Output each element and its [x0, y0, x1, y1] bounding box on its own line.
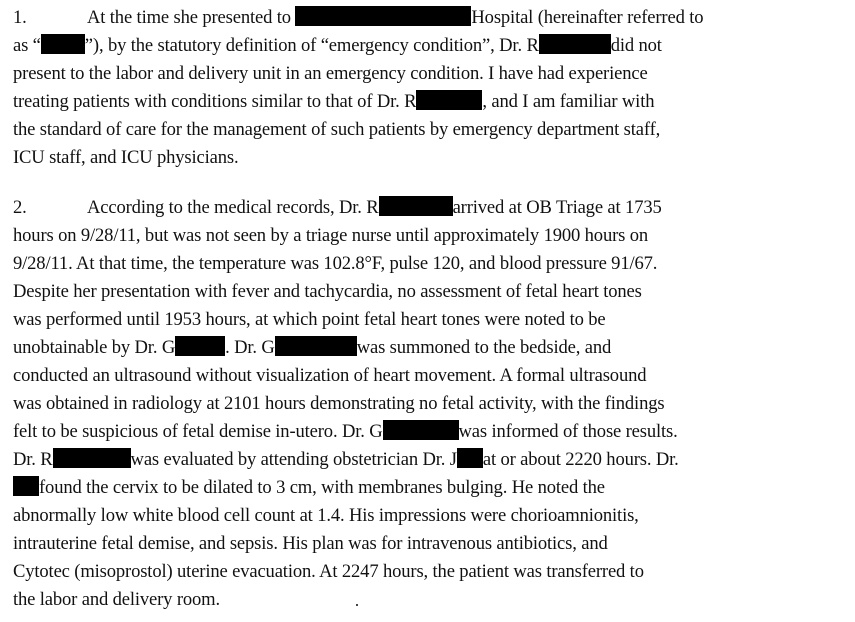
text-run: Hospital (hereinafter referred to [471, 7, 704, 28]
scan-speck [356, 604, 358, 606]
text-run: At the time she presented to [87, 7, 296, 28]
paragraph-2-line [13, 390, 845, 418]
paragraph-2-line [13, 362, 845, 390]
paragraph-1-line [13, 60, 845, 88]
text-run: as “ [13, 35, 41, 56]
paragraph-2-line [13, 418, 845, 446]
paragraph-1-line [13, 4, 845, 32]
paragraph-1-line [13, 32, 845, 60]
text-run: was summoned to the bedside, and [356, 337, 612, 358]
paragraph-2-line [13, 194, 845, 222]
text-run: hours on 9/28/11, but was not seen by a triage nurse until approximately 1900 hours on [13, 225, 649, 246]
paragraph-2-line [13, 334, 845, 362]
text-run: did not [610, 35, 662, 56]
text-run: ”), by the statutory definition of “emergency condition”, Dr. R [84, 35, 539, 56]
text-run: 9/28/11. At that time, the temperature was 102.8°F, pulse 120, and blood pressure 91/67. [13, 253, 658, 274]
text-run: Dr. R [13, 449, 53, 470]
paragraph-2-line [13, 446, 845, 474]
text-run: unobtainable by Dr. G [13, 337, 176, 358]
redaction-box [41, 34, 85, 54]
text-run: Cytotec (misoprostol) uterine evacuation. At 2247 hours, the patient was transferred to [13, 561, 644, 582]
paragraph-1 [13, 4, 845, 172]
text-run: ICU staff, and ICU physicians. [13, 147, 239, 168]
paragraph-number: 1. [13, 7, 27, 28]
paragraph-2-line [13, 250, 845, 278]
text-run: abnormally low white blood cell count at 1.4. His impressions were chorioamnionitis, [13, 505, 639, 526]
redaction-box [53, 448, 131, 468]
redaction-box [275, 336, 357, 356]
redaction-box [379, 196, 453, 216]
paragraph-number: 2. [13, 197, 27, 218]
paragraph-2-line [13, 306, 845, 334]
redaction-box [175, 336, 225, 356]
text-run: the labor and delivery room. [13, 589, 220, 610]
text-run: intrauterine fetal demise, and sepsis. His plan was for intravenous antibiotics, and [13, 533, 608, 554]
text-run: found the cervix to be dilated to 3 cm, with membranes bulging. He noted the [39, 477, 605, 498]
paragraph-2-line [13, 586, 845, 614]
redaction-box [539, 34, 611, 54]
redaction-box [416, 90, 482, 110]
text-run: at or about 2220 hours. Dr. [482, 449, 679, 470]
paragraph-2-line [13, 278, 845, 306]
redaction-box [295, 6, 471, 26]
text-run: the standard of care for the management of such patients by emergency department staff, [13, 119, 661, 140]
text-run: was performed until 1953 hours, at which point fetal heart tones were noted to be [13, 309, 606, 330]
text-run: . Dr. G [225, 337, 275, 358]
redaction-box [13, 476, 39, 496]
paragraph-2 [13, 194, 845, 614]
text-run: According to the medical records, Dr. R [87, 197, 379, 218]
paragraph-1-line [13, 88, 845, 116]
paragraph-1-line [13, 116, 845, 144]
text-run: conducted an ultrasound without visualization of heart movement. A formal ultrasound [13, 365, 647, 386]
text-run: was obtained in radiology at 2101 hours demonstrating no fetal activity, with the findings [13, 393, 665, 414]
paragraph-2-line [13, 558, 845, 586]
text-run: , and I am familiar with [482, 91, 655, 112]
redaction-box [383, 420, 459, 440]
text-run: felt to be suspicious of fetal demise in-utero. Dr. G [13, 421, 383, 442]
text-run: treating patients with conditions similar to that of Dr. R [13, 91, 417, 112]
text-run: was evaluated by attending obstetrician Dr. J [130, 449, 457, 470]
text-run: Despite her presentation with fever and tachycardia, no assessment of fetal heart tones [13, 281, 642, 302]
paragraph-2-line [13, 502, 845, 530]
paragraph-2-line [13, 222, 845, 250]
paragraph-2-line [13, 530, 845, 558]
paragraph-2-line [13, 474, 845, 502]
text-run: present to the labor and delivery unit in an emergency condition. I have had experience [13, 63, 648, 84]
redaction-box [457, 448, 483, 468]
text-run: was informed of those results. [458, 421, 678, 442]
paragraph-1-line [13, 144, 845, 172]
text-run: arrived at OB Triage at 1735 [452, 197, 662, 218]
